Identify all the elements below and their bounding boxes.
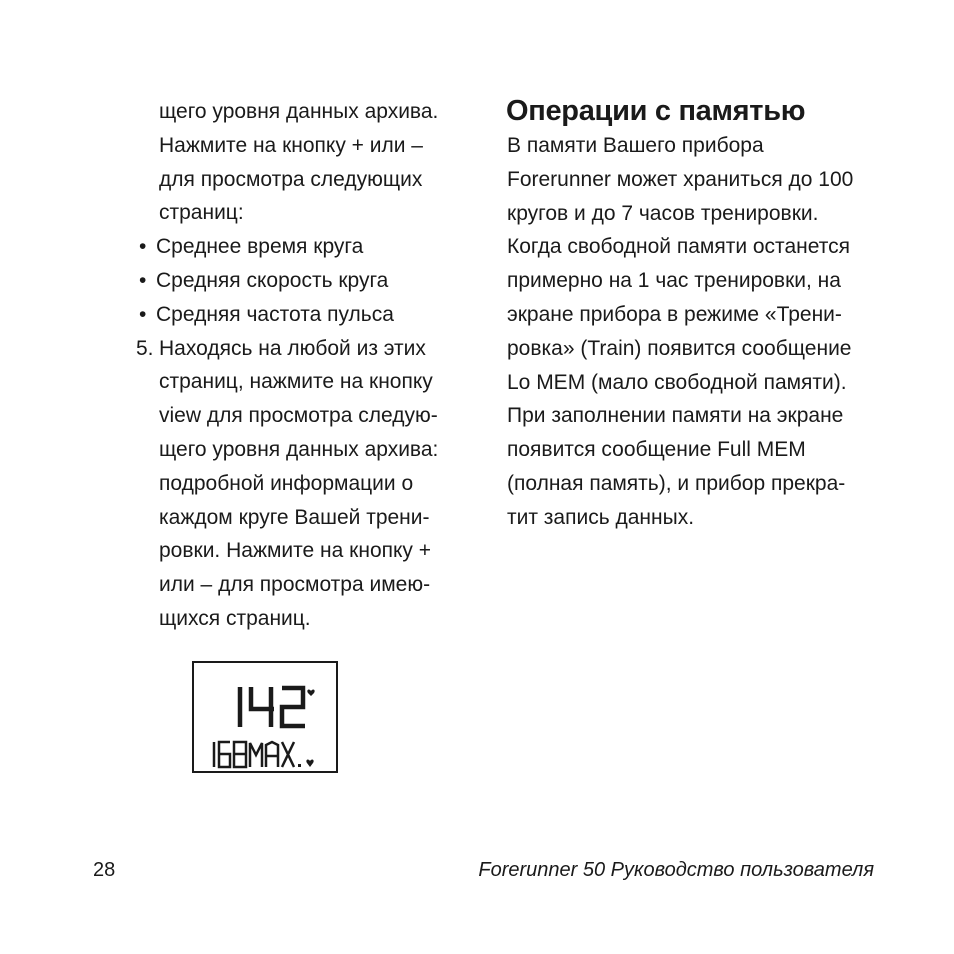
step-line: или – для просмотра имею- [159,573,431,597]
bullet-symbol: • [139,268,147,292]
step-line: щего уровня данных архива: [159,437,439,461]
footer-title: Forerunner 50 Руководство пользователя [478,859,874,881]
step-first-line [136,332,466,366]
step-line: щихся страниц. [159,606,311,630]
lcd-small-8 [234,742,246,767]
right-column [507,93,887,535]
body-line: экране прибора в режиме «Трени- [507,302,842,326]
step-line: view для просмотра следую- [159,404,438,428]
bullet-text: Средняя скорость круга [156,268,389,292]
intro-line: для просмотра следующих [159,167,423,191]
page-number: 28 [93,859,116,881]
left-column [136,95,466,636]
watch-lcd-figure [194,663,336,771]
body-line: появится сообщение Full MEM [507,438,806,462]
lcd-small-A [266,742,278,767]
lcd-small-6 [219,742,230,767]
step-line: Находясь на любой из этих [159,336,426,360]
bullet-symbol: • [139,302,147,326]
section-heading: Операции с памятью [506,95,806,127]
body-line: При заполнении памяти на экране [507,404,844,428]
body-line: (полная память), и прибор прекра- [507,471,846,495]
intro-line: Нажмите на кнопку + или – [159,133,423,157]
body-line: кругов и до 7 часов тренировки. [507,201,819,225]
step-line: страниц, нажмите на кнопку [159,370,433,394]
step-line: подробной информации о [159,471,414,495]
lcd-digit-2 [282,688,305,726]
body-line: Lo MEM (мало свободной памяти). [507,370,847,394]
heart-down-icon [306,760,313,767]
bullet-item [136,298,466,332]
step-line: каждом круге Вашей трени- [159,505,430,529]
lcd-small-X [282,742,294,767]
body-line: ровка» (Train) появится сообщение [507,336,852,360]
heart-icon [307,690,314,696]
lcd-dot [298,764,301,767]
body-line: Forerunner может храниться до 100 [507,167,854,191]
body-line: В памяти Вашего прибора [507,134,764,157]
body-line: примерно на 1 час тренировки, на [507,269,841,293]
bullet-text: Среднее время круга [156,235,364,259]
intro-line: страниц: [159,201,244,225]
body-line: тит запись данных. [507,505,695,529]
intro-line: щего уровня данных архива. [159,100,439,123]
bullet-symbol: • [139,235,147,259]
lcd-small-M [250,743,262,767]
step-line: ровки. Нажмите на кнопку + [159,539,432,563]
body-line: Когда свободной памяти останется [507,235,850,259]
watch-display [192,661,338,773]
step-number: 5. [136,336,154,360]
bullet-item [136,230,466,264]
bullet-text: Средняя частота пульса [156,302,394,326]
bullet-item [136,264,466,298]
lcd-digit-4 [251,687,274,727]
